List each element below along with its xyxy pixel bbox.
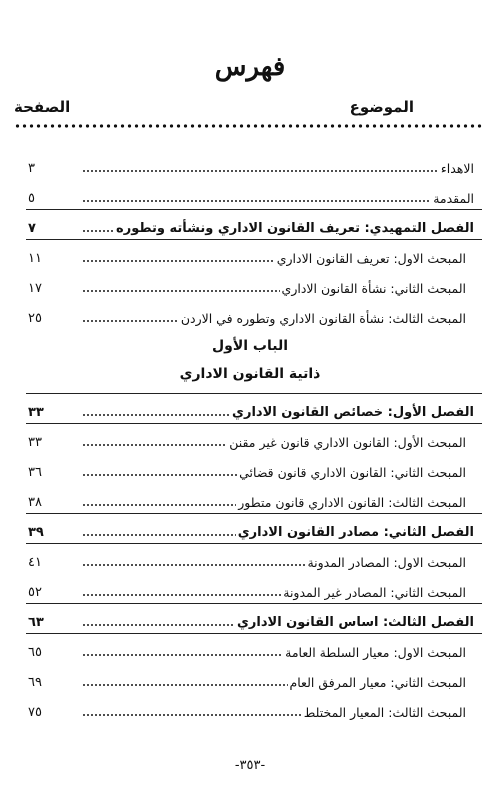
toc-entry-section[interactable]: [28, 696, 474, 720]
entry-page: ١١: [28, 251, 42, 266]
entry-page: ١٧: [28, 281, 42, 296]
entry-page: ٣٨: [28, 495, 42, 510]
entry-page: ٥٢: [28, 585, 42, 600]
divider: [26, 423, 482, 424]
entry-page: ٧٥: [28, 705, 42, 720]
dot-leader: [82, 701, 302, 717]
entry-title: الاهداء: [440, 161, 474, 176]
entry-title: الفصل الأول: خصائص القانون الاداري: [232, 405, 474, 420]
toc-entry-section[interactable]: [28, 302, 474, 326]
entry-title: المبحث الثالث: نشأة القانون الاداري وتطوره في الاردن: [180, 311, 466, 326]
dot-leader: [82, 611, 235, 627]
toc-entry-section[interactable]: [28, 666, 474, 690]
entry-title: المبحث الثاني: نشأة القانون الاداري: [281, 281, 466, 296]
dot-leader: [82, 217, 114, 233]
dot-leader: [82, 461, 237, 477]
dot-leader: [82, 581, 281, 597]
entry-page: ٤١: [28, 555, 42, 570]
toc-entry-chapter[interactable]: [28, 606, 474, 630]
entry-title: المبحث الاول: معيار السلطة العامة: [285, 645, 466, 660]
divider: [26, 603, 482, 604]
page-column-header: الصفحة: [14, 98, 71, 116]
entry-page: ٥: [28, 191, 35, 206]
dot-leader: [82, 491, 236, 507]
part-subheading: ذاتية القانون الاداري: [179, 366, 321, 382]
toc-entry-introduction[interactable]: [28, 182, 474, 206]
entry-title: المبحث الاول: المصادر المدونة: [307, 555, 466, 570]
topic-column-header: الموضوع: [349, 98, 414, 116]
dot-leader: [82, 521, 236, 537]
entry-title: المبحث الثاني: القانون الاداري قانون قضائي: [239, 465, 466, 480]
entry-page: ٣: [28, 161, 35, 176]
divider: [26, 543, 482, 544]
toc-entry-dedication[interactable]: [28, 152, 474, 176]
page-number: -٣٥٣-: [234, 758, 266, 773]
toc-entry-section[interactable]: [28, 486, 474, 510]
entry-title: المبحث الثالث: القانون الاداري قانون متطور: [238, 495, 466, 510]
toc-entry-preliminary-chapter[interactable]: [28, 212, 474, 236]
entry-page: ٣٩: [28, 525, 44, 540]
dot-leader: [82, 431, 227, 447]
toc-entry-section[interactable]: [28, 636, 474, 660]
dot-leader: [82, 401, 230, 417]
entry-title: الفصل التمهيدي: تعريف القانون الاداري ونشأته وتطوره: [116, 221, 474, 236]
dot-leader: [82, 277, 280, 293]
entry-title: الفصل الثالث: اساس القانون الاداري: [236, 615, 474, 630]
entry-page: ٣٣: [28, 435, 42, 450]
entry-page: ٣٣: [28, 405, 44, 420]
dot-leader: [82, 247, 275, 263]
entry-title: الفصل الثاني: مصادر القانون الاداري: [237, 525, 474, 540]
divider: [26, 239, 482, 240]
toc-entry-section[interactable]: [28, 576, 474, 600]
divider: [26, 513, 482, 514]
entry-page: ٦٥: [28, 645, 42, 660]
toc-entry-chapter[interactable]: [28, 516, 474, 540]
entry-title: المبحث الأول: القانون الاداري قانون غير مقنن: [229, 435, 466, 450]
divider: [26, 209, 482, 210]
dot-leader: [82, 187, 431, 203]
divider: [26, 633, 482, 634]
dot-leader: [82, 307, 179, 323]
entry-page: ٦٣: [28, 615, 44, 630]
entry-title: المبحث الاول: تعريف القانون الاداري: [276, 251, 466, 266]
toc-entry-chapter[interactable]: [28, 396, 474, 420]
toc-entry-section[interactable]: [28, 242, 474, 266]
entry-title: المقدمة: [433, 191, 474, 206]
dot-leader: [82, 641, 283, 657]
divider: [26, 393, 482, 394]
dot-leader: [82, 157, 439, 173]
entry-title: المبحث الثاني: معيار المرفق العام: [289, 675, 466, 690]
entry-title: المبحث الثالث: المعيار المختلط: [303, 705, 466, 720]
part-heading: الباب الأول: [211, 338, 289, 354]
entry-page: ٣٦: [28, 465, 42, 480]
entry-title: المبحث الثاني: المصادر غير المدونة: [283, 585, 466, 600]
dot-leader: [82, 671, 288, 687]
toc-entry-section[interactable]: [28, 426, 474, 450]
entry-page: ٢٥: [28, 311, 42, 326]
toc-entry-section[interactable]: [28, 456, 474, 480]
toc-entry-section[interactable]: [28, 546, 474, 570]
entry-page: ٦٩: [28, 675, 42, 690]
dotted-header-rule: [14, 122, 484, 130]
toc-entry-section[interactable]: [28, 272, 474, 296]
toc-title: فهرس: [214, 52, 286, 82]
entry-page: ٧: [28, 221, 36, 236]
dot-leader: [82, 551, 305, 567]
